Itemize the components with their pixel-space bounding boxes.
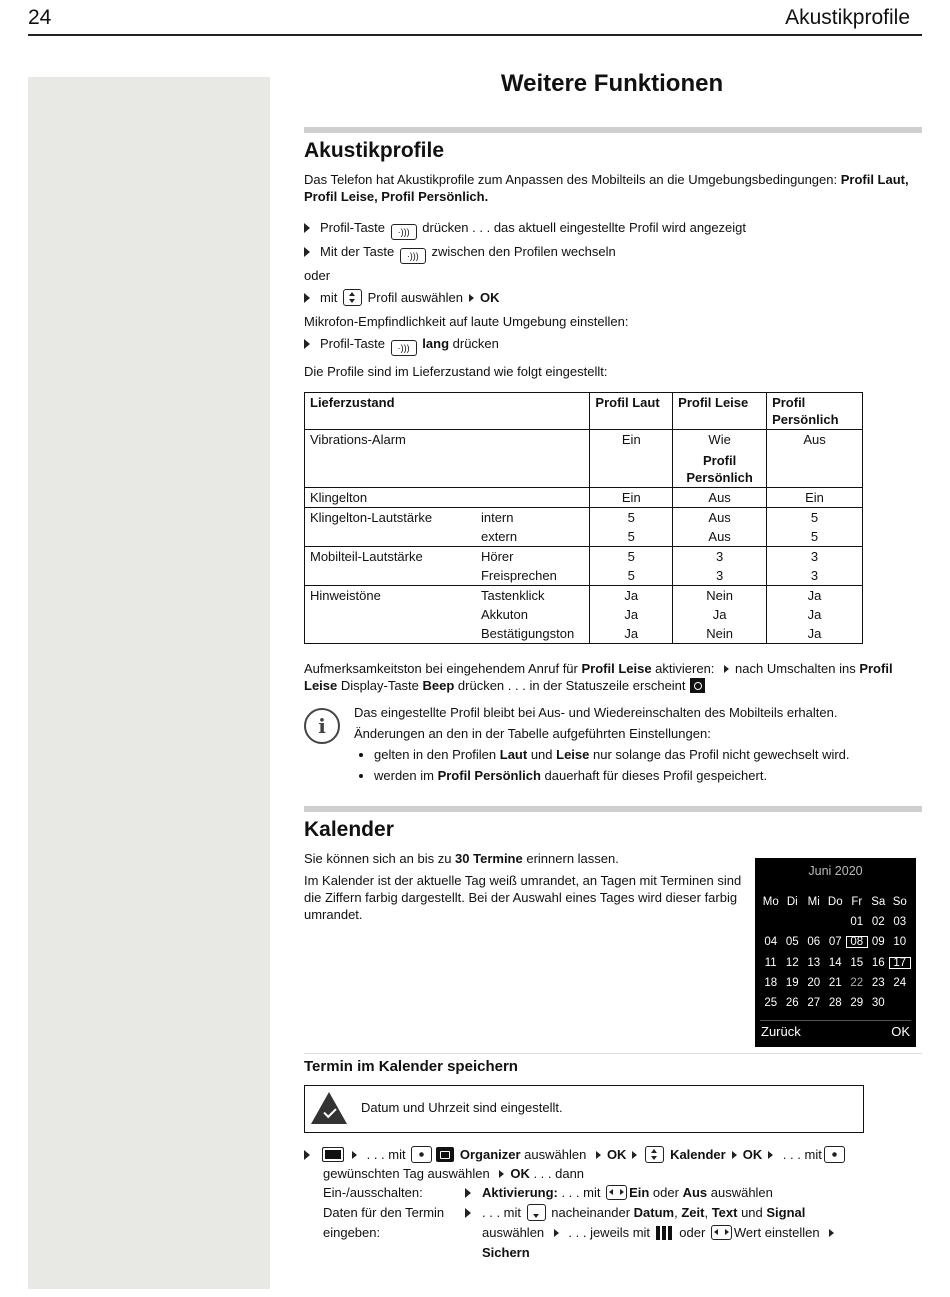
weekday-label: So: [892, 896, 907, 909]
table-row: Mobilteil-Lautstärke Hörer 5 3 3: [305, 547, 863, 567]
calendar-day[interactable]: 19: [785, 976, 799, 989]
calendar-day[interactable]: 13: [807, 956, 821, 969]
intro-bold: Profil Laut, Profil Leise, Profil Persönlich.: [304, 172, 909, 204]
calendar-ok-softkey[interactable]: OK: [891, 1024, 910, 1039]
calendar-back-softkey[interactable]: Zurück: [761, 1024, 801, 1039]
margin-sidebar: [28, 77, 270, 1289]
up-down-key-icon: [645, 1146, 664, 1163]
kalender-p1: Sie können sich an bis zu 30 Termine erinnern lassen.: [304, 851, 619, 866]
step-arrow-icon: [732, 1151, 737, 1159]
calendar-day[interactable]: 25: [764, 997, 778, 1010]
calendar-day[interactable]: 23: [871, 976, 885, 989]
table-row: Akkuton Ja Ja Ja: [305, 605, 863, 624]
down-key-icon: [527, 1204, 546, 1221]
mic-line: Mikrofon-Empfindlichkeit auf laute Umgebung einstellen:: [304, 314, 629, 329]
page-number: 24: [28, 6, 52, 29]
info-icon: i: [304, 708, 340, 744]
step-arrow-icon: [304, 247, 310, 257]
weekday-label: Sa: [871, 896, 886, 909]
calendar-screen: [755, 858, 916, 1047]
table-row: Bestätigungston Ja Nein Ja: [305, 624, 863, 644]
table-row: Freisprechen 5 3 3: [305, 566, 863, 586]
calendar-day[interactable]: 10: [893, 936, 907, 949]
profile-key-icon: ·))): [391, 224, 417, 240]
subsection-title: Termin im Kalender speichern: [304, 1058, 518, 1075]
up-down-key-icon: [343, 289, 362, 306]
table-row: Hinweistöne Tastenklick Ja Nein Ja: [305, 586, 863, 606]
prerequisite-text: Datum und Uhrzeit sind eingestellt.: [361, 1100, 563, 1115]
kalender-p2: Im Kalender ist der aktuelle Tag weiß umrandet, an Tagen mit Terminen sind die Ziffern farbig dargestellt. Bei der Auswahl eines Tages wird dieser farbig umrandet.: [304, 873, 742, 922]
list-item: • werden im Profil Persönlich dauerhaft für dieses Profil gespeichert.: [374, 765, 914, 786]
table-header-cell: Profil Persönlich: [767, 393, 863, 430]
table-header-cell: Profil Laut: [590, 393, 673, 430]
calendar-day[interactable]: 07: [828, 936, 842, 949]
calendar-day[interactable]: 16: [871, 956, 885, 969]
calendar-day-today[interactable]: 17: [889, 957, 911, 969]
profile-key-icon: ·))): [400, 248, 426, 264]
profiles-table: [304, 392, 863, 644]
calendar-day[interactable]: 27: [807, 997, 821, 1010]
step-arrow-icon: [304, 1150, 310, 1160]
left-right-key-icon: [606, 1185, 627, 1200]
calendar-steps: . . . mit Organizer auswählen OK Kalender OK . . . mit gewünschten Tag auswählen OK . . . dann: [304, 1145, 924, 1183]
subsection-rule: [304, 1053, 922, 1054]
calendar-weekday-row: [760, 892, 912, 912]
calendar-day[interactable]: 11: [764, 956, 777, 969]
nav-key-icon: [824, 1146, 845, 1163]
calendar-day[interactable]: 21: [828, 976, 842, 989]
calendar-day[interactable]: 04: [764, 936, 778, 949]
step-profile-key: Profil-Taste ·))) drücken . . . das aktuell eingestellte Profil wird angezeigt: [304, 219, 924, 240]
running-title: Akustikprofile: [785, 6, 910, 29]
step-arrow-icon: [768, 1151, 773, 1159]
calendar-day[interactable]: 03: [893, 916, 907, 929]
step-arrow-icon: [304, 293, 310, 303]
calendar-grid: [760, 892, 912, 1013]
calendar-day[interactable]: 06: [807, 936, 821, 949]
step-arrow-icon: [554, 1229, 559, 1237]
profile-key-icon: ·))): [391, 340, 417, 356]
left-right-key-icon: [711, 1225, 732, 1240]
step-select-profile: mit Profil auswählen OK: [304, 289, 924, 306]
step-arrow-icon: [465, 1208, 471, 1218]
menu-key-icon: [322, 1147, 344, 1162]
calendar-footer-divider: [760, 1020, 911, 1021]
intro-text: Das Telefon hat Akustikprofile zum Anpassen des Mobilteils an die Umgebungsbedingungen:: [304, 172, 841, 187]
calendar-week-row: [760, 912, 912, 932]
calendar-day[interactable]: 01: [850, 916, 864, 929]
keypad-icon: [656, 1226, 674, 1240]
calendar-day[interactable]: 02: [871, 916, 885, 929]
calendar-day[interactable]: 26: [785, 997, 799, 1010]
calendar-day[interactable]: 28: [828, 997, 842, 1010]
prerequisite-box: [304, 1085, 864, 1133]
calendar-day[interactable]: 15: [850, 956, 864, 969]
table-header-cell: Profil Leise: [673, 393, 767, 430]
table-row: Vibrations-Alarm Ein Wie Profil Persönlich Aus: [305, 430, 863, 488]
calendar-week-row: [760, 932, 912, 952]
beep-status-icon: [690, 678, 705, 693]
section-title-akustikprofile: Akustikprofile: [304, 139, 445, 162]
oder-text: oder: [304, 268, 331, 283]
step-arrow-icon: [499, 1170, 504, 1178]
table-row: Klingelton-Lautstärke intern 5 Aus 5: [305, 508, 863, 528]
weekday-label: Do: [827, 896, 843, 909]
step-switch-profile: Mit der Taste ·))) zwischen den Profilen wechseln: [304, 243, 924, 264]
table-header-cell: Lieferzustand: [305, 393, 590, 430]
section-bar: [304, 806, 922, 812]
section-bar: [304, 127, 922, 133]
step-arrow-icon: [596, 1151, 601, 1159]
calendar-day[interactable]: 29: [850, 997, 864, 1010]
section-title-kalender: Kalender: [304, 818, 394, 841]
calendar-step-table: [323, 1183, 923, 1263]
step-arrow-icon: [829, 1229, 834, 1237]
list-item: • gelten in den Profilen Laut und Leise nur solange das Profil nicht gewechselt wird.: [374, 744, 914, 765]
organizer-icon: [436, 1147, 454, 1162]
calendar-week-row: [760, 953, 912, 973]
akustik-intro: [304, 171, 924, 205]
info-note: Das eingestellte Profil bleibt bei Aus- und Wiedereinschalten des Mobilteils erhalten. Änderungen an den in der Tabelle aufgeführten Einstellungen: • gelten in den Profilen Laut und Leise nur solange das Profil nicht gewechselt wird. • werden im Profil Persönlich dauerhaft für dieses Profil gespeichert.: [354, 702, 914, 786]
weekday-label: Mi: [807, 896, 820, 909]
calendar-day[interactable]: 14: [828, 956, 842, 969]
step-arrow-icon: [304, 223, 310, 233]
table-row: Daten für den Termin eingeben: . . . mit nacheinander Datum, Zeit, Text und Signal auswählen . . . jeweils mit oder Wert einstellen Sichern: [323, 1203, 923, 1263]
calendar-day[interactable]: 05: [785, 936, 799, 949]
info-bullet-list: [354, 744, 914, 786]
calendar-week-row: [760, 993, 912, 1013]
nav-key-icon: [411, 1146, 432, 1163]
calendar-week-row: [760, 973, 912, 993]
step-long-press: Profil-Taste ·))) lang drücken: [304, 335, 924, 356]
attention-tone-paragraph: Aufmerksamkeitston bei eingehendem Anruf für Profil Leise aktivieren: nach Umschalten ins Profil Leise Display-Taste Beep drücken . . . in der Statuszeile erscheint: [304, 661, 893, 693]
weekday-label: Mo: [762, 896, 779, 909]
weekday-label: Di: [786, 896, 798, 909]
step-arrow-icon: [632, 1151, 637, 1159]
calendar-day[interactable]: 30: [871, 997, 885, 1010]
step-arrow-icon: [724, 665, 729, 673]
table-row: extern 5 Aus 5: [305, 527, 863, 547]
calendar-day[interactable]: 18: [764, 976, 778, 989]
header-rule: [28, 34, 922, 36]
weekday-label: Fr: [851, 896, 863, 909]
calendar-day[interactable]: 09: [871, 936, 885, 949]
calendar-day-with-appointment[interactable]: 22: [850, 976, 864, 989]
calendar-month: Juni 2020: [808, 864, 863, 878]
chapter-title: Weitere Funktionen: [500, 70, 724, 97]
step-arrow-icon: [465, 1188, 471, 1198]
calendar-day[interactable]: 20: [807, 976, 821, 989]
step-arrow-icon: [304, 339, 310, 349]
table-intro: Die Profile sind im Lieferzustand wie folgt eingestellt:: [304, 364, 608, 379]
step-arrow-icon: [352, 1151, 357, 1159]
table-row: Klingelton Ein Aus Ein: [305, 488, 863, 508]
calendar-day[interactable]: 24: [893, 976, 907, 989]
step-arrow-icon: [469, 294, 474, 302]
calendar-day-selected[interactable]: 08: [846, 936, 868, 948]
table-row: Ein-/ausschalten: Aktivierung: . . . mit Ein oder Aus auswählen: [323, 1185, 773, 1200]
calendar-day[interactable]: 12: [785, 956, 799, 969]
